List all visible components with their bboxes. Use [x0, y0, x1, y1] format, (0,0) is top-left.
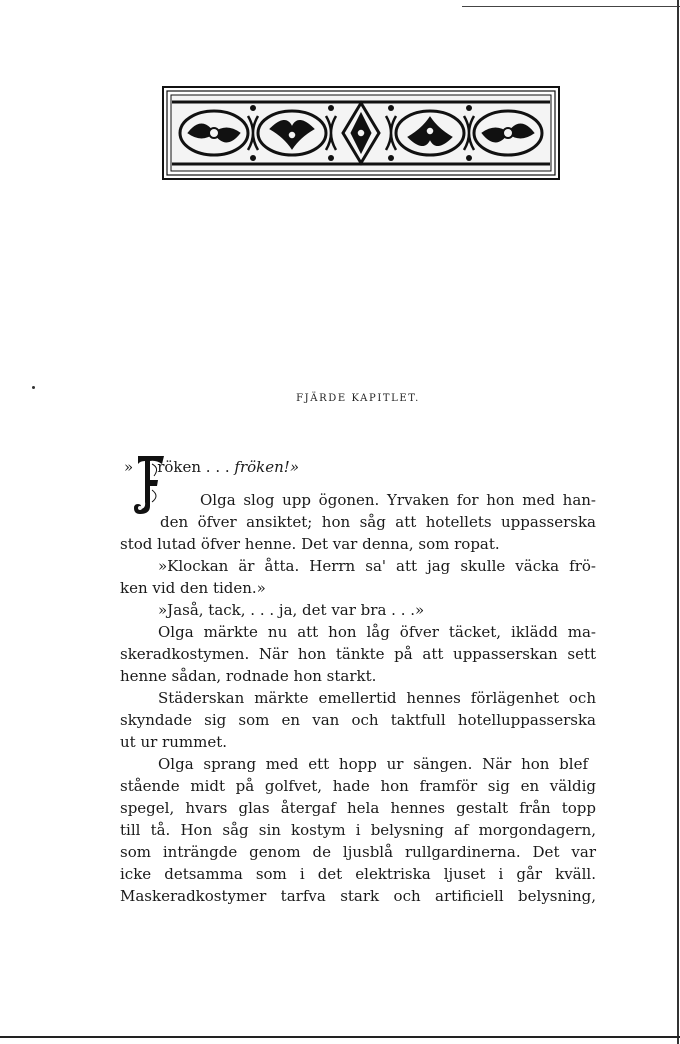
body-line: skeradkostymen. När hon tänkte på att uppasserskan sett — [120, 645, 596, 663]
body-line: till tå. Hon såg sin kostym i belysning af morgondagern, — [120, 821, 596, 839]
scan-edge-right — [677, 0, 679, 1044]
ornament-headpiece — [162, 86, 560, 180]
body-line: henne sådan, rodnade hon starkt. — [120, 667, 377, 685]
body-line: Olga sprang med ett hopp ur sängen. När hon blef — [158, 755, 588, 773]
opening-text: röken . . . — [157, 458, 235, 476]
body-line: spegel, hvars glas återgaf hela hennes gestalt från topp — [120, 799, 596, 817]
body-line: Olga slog upp ögonen. Yrvaken for hon med han- — [200, 491, 596, 509]
body-line: skyndade sig som en van och taktfull hotelluppasserska — [120, 711, 596, 729]
body-line: ut ur rummet. — [120, 733, 228, 751]
scan-edge-top — [462, 6, 680, 7]
opening-line — [124, 456, 299, 478]
opening-quote: » — [124, 458, 134, 476]
scan-speck — [32, 386, 35, 389]
opening-text-italic: fröken!» — [234, 458, 299, 476]
chapter-heading: FJÄRDE KAPITLET. — [296, 393, 420, 404]
body-line: stod lutad öfver henne. Det var denna, som ropat. — [120, 535, 500, 553]
body-line: ken vid den tiden.» — [120, 579, 266, 597]
body-line: Städerskan märkte emellertid hennes förlägenhet och — [158, 689, 596, 707]
body-line: Olga märkte nu att hon låg öfver täcket, iklädd ma- — [158, 623, 596, 641]
body-line: stående midt på golfvet, hade hon framför sig en väldig — [120, 777, 596, 795]
body-line: den öfver ansiktet; hon såg att hotellets uppasserska — [160, 513, 596, 531]
body-line: »Klockan är åtta. Herrn sa' att jag skulle väcka frö- — [158, 557, 596, 575]
body-line: icke detsamma som i det elektriska ljuset i går kväll. — [120, 865, 596, 883]
body-line: »Jaså, tack, . . . ja, det var bra . . .» — [158, 601, 425, 619]
body-line: Maskeradkostymer tarfva stark och artificiell belysning, — [120, 887, 596, 905]
scan-edge-bottom — [0, 1036, 680, 1038]
body-line: som inträngde genom de ljusblå rullgardinerna. Det var — [120, 843, 596, 861]
